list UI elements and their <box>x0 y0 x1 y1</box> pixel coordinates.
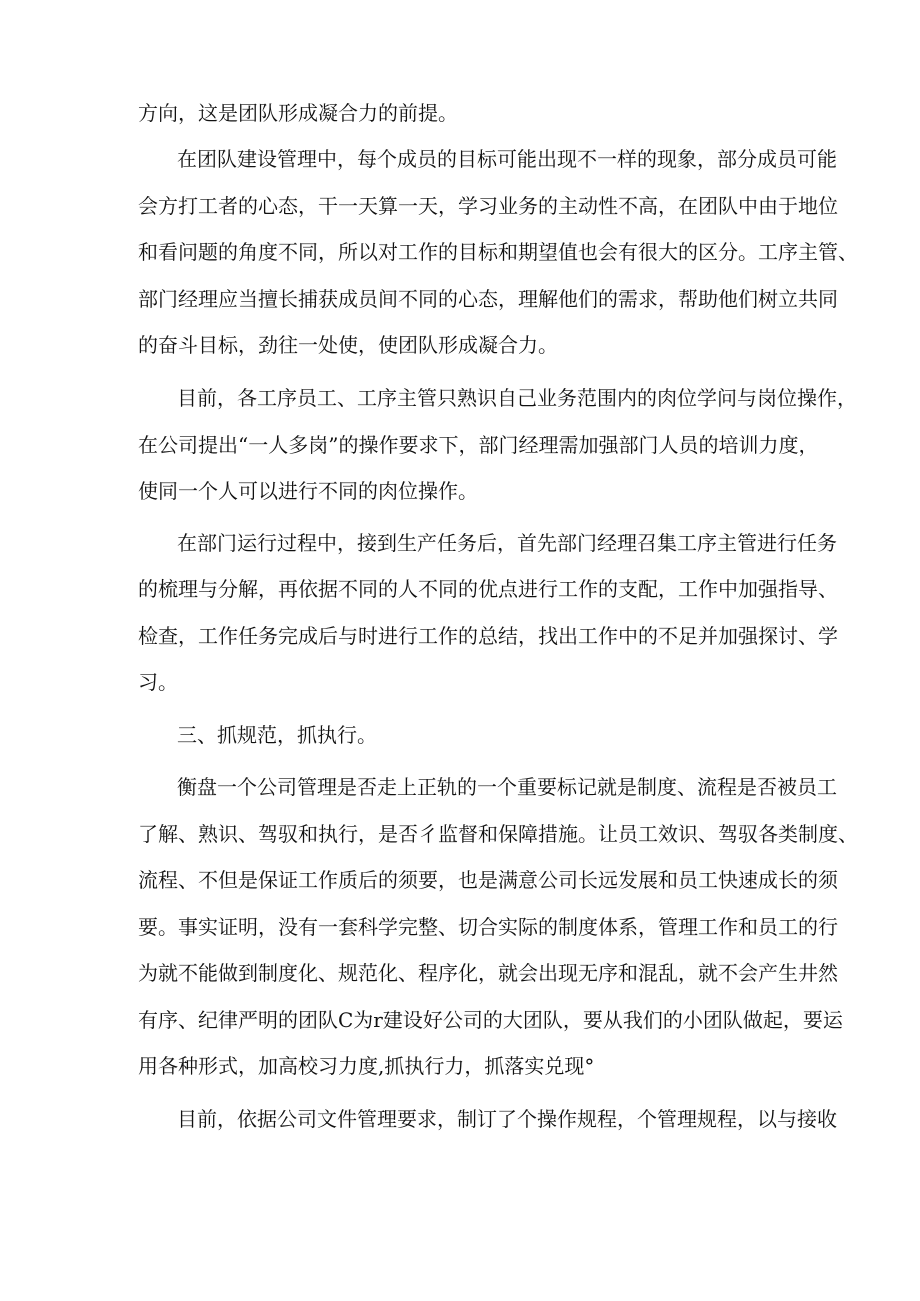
paragraph-line: 用各种形式，加高校习力度,抓执行力，抓落实兑现° <box>138 1054 595 1078</box>
paragraph-line: 在公司提出“一人多岗”的操作要求下，部门经理需加强部门人员的培训力度， <box>138 433 819 457</box>
paragraph-line: 目前，依据公司文件管理要求，制订了个操作规程，个管理规程，以与接收 <box>177 1107 837 1131</box>
paragraph-line: 目前，各工序员工、工序主管只熟识自己业务范围内的肉位学问与岗位操作， <box>177 386 857 410</box>
paragraph-line: 会方打工者的心态，干一天算一天，学习业务的主动性不高，在团队中由于地位 <box>138 194 838 218</box>
paragraph-line: 流程、不但是保证工作质后的须要，也是满意公司长远发展和员工快速成长的须 <box>138 868 838 892</box>
paragraph-line: 在部门运行过程中，接到生产任务后，首先部门经理召集工序主管进行任务 <box>177 531 837 555</box>
paragraph-line: 衡盘一个公司管理是否走上正轨的一个重要标记就是制度、流程是否被员工 <box>177 775 837 799</box>
section-heading: 三、抓规范，抓执行。 <box>177 723 377 747</box>
paragraph-line: 部门经理应当擅长捕获成员间不同的心态，理解他们的需求，帮助他们树立共同 <box>138 287 838 311</box>
paragraph-line: 方向，这是团队形成凝合力的前提。 <box>138 101 458 125</box>
paragraph-line: 在团队建设管理中，每个成员的目标可能出现不一样的现象，部分成员可能 <box>177 147 837 171</box>
paragraph-line: 的梳理与分解，再依据不同的人不同的优点进行工作的支配，工作中加强指导、 <box>138 577 838 601</box>
paragraph-line: 习。 <box>138 670 178 694</box>
paragraph-line: 使同一个人可以进行不同的肉位操作。 <box>138 479 478 503</box>
paragraph-line: 的奋斗目标，劲往一处使，使团队形成凝合力。 <box>138 333 558 357</box>
paragraph-line: 要。事实证明，没有一套科学完整、切合实际的制度体系，管理工作和员工的行 <box>138 915 838 939</box>
paragraph-line: 为就不能做到制度化、规范化、程序化，就会出现无序和混乱，就不会产生井然 <box>138 961 838 985</box>
paragraph-line: 和看问题的角度不同，所以对工作的目标和期望值也会有很大的区分。工序主管、 <box>138 240 858 264</box>
paragraph-line: 了解、熟识、驾驭和执行，是否彳监督和保障措施。让员工效识、驾驭各类制度、 <box>138 822 858 846</box>
paragraph-line: 检查，工作任务完成后与时进行工作的总结，找出工作中的不足并加强探讨、学 <box>138 624 838 648</box>
paragraph-line: 有序、纪律严明的团队C为r建设好公司的大团队，要从我们的小团队做起，要运 <box>138 1008 843 1032</box>
